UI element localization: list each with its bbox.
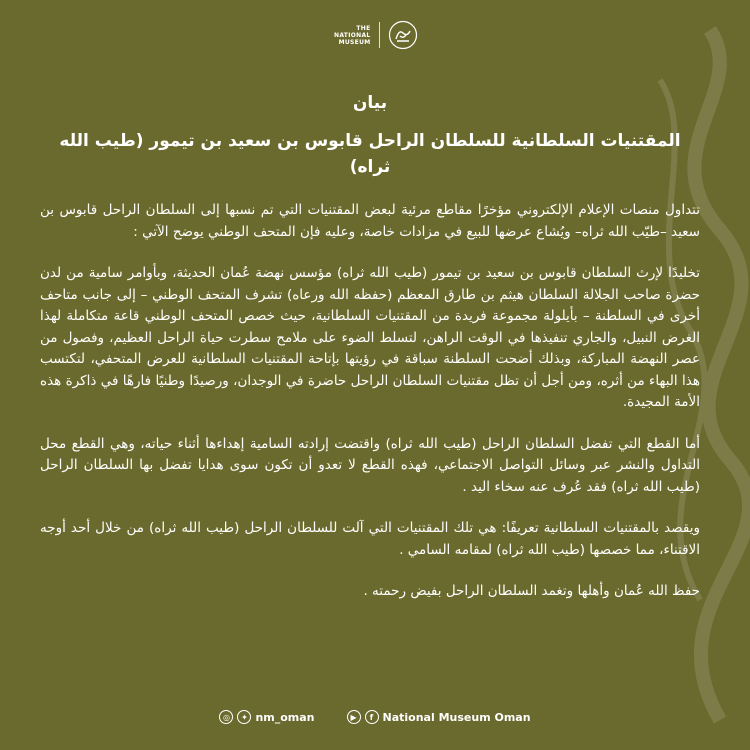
logo-line-3: MUSEUM <box>338 38 371 46</box>
logo-divider <box>379 22 380 48</box>
instagram-icon: ◎ <box>219 710 233 724</box>
paragraph-4: ويقصد بالمقتنيات السلطانية تعريفًا: هي تلك المقتنيات التي آلت للسلطان الراحل (طيب الله ثراه) من خلال أحد أوجه الاقتناء، مما خصصها (طيب الله ثراه) لمقامه السامي . <box>40 520 700 558</box>
youtube-icon: ▶ <box>347 710 361 724</box>
logo-line-2: NATIONAL <box>334 31 371 39</box>
museum-logo <box>334 20 418 50</box>
facebook-icon: f <box>365 710 379 724</box>
museum-name[interactable]: National Museum Oman <box>382 710 531 724</box>
statement-subheading: المقتنيات السلطانية للسلطان الراحل قابوس بن سعيد بن تيمور (طيب الله ثراه) <box>59 131 681 177</box>
closing-paragraph: حفظ الله عُمان وأهلها وتغمد السلطان الراحل بفيض رحمته . <box>363 583 700 599</box>
paragraph-1: تتداول منصات الإعلام الإلكتروني مؤخرًا مقاطع مرئية لبعض المقتنيات التي تم نسبها إلى السلطان الراحل قابوس بن سعيد –طيّب الله ثراه– ويُشاع عرضها للبيع في مزادات خاصة، وعليه فإن المتحف الوطني يوضح الآتي : <box>40 202 700 240</box>
statement-heading: بيان <box>352 93 388 113</box>
museum-social-group[interactable] <box>347 710 531 724</box>
footer <box>0 710 750 724</box>
paragraph-3: أما القطع التي تفضل السلطان الراحل (طيب الله ثراه) واقتضت إرادته السامية إهداءها أثناء حياته، وهي القطع محل التداول والنشر عبر وسائل التواصل الاجتماعي، فهذه القطع لا تعدو أن تكون سوى هدايا تفضل بها السلطان الراحل (طيب الله ثراه) فقد عُرف عنه سخاء اليد . <box>40 435 700 495</box>
statement-content <box>40 90 700 603</box>
logo-line-1: THE <box>356 24 371 32</box>
logo-text <box>334 25 371 46</box>
museum-emblem-icon <box>388 20 418 50</box>
social-handle-group[interactable] <box>219 710 314 724</box>
twitter-icon: ✦ <box>237 710 251 724</box>
social-handle[interactable]: nm_oman <box>255 710 315 724</box>
paragraph-2: تخليدًا لإرث السلطان قابوس بن سعيد بن تيمور (طيب الله ثراه) مؤسس نهضة عُمان الحديثة، وبأوامر سامية من لدن حضرة صاحب الجلالة السلطان هيثم بن طارق المعظم (حفظه الله ورعاه) تشرف المتحف الوطني – إلى جانب متاحف أخرى في السلطنة – بأيلولة مجموعة فريدة من المقتنيات السلطانية، حيث خصص المتحف الوطني قاعة متكاملة لهذا الغرض النبيل، والجاري تنفيذها في الوقت الراهن، لتسلط الضوء على ملامح سطرت حياة الراحل العظيم، وفصول من عصر النهضة المباركة، وبذلك أضحت السلطنة سباقة في رؤيتها بإتاحة المقتنيات السلطانية للعرض المتحفي، لتكتسب هذا البهاء من أثره، ومن أجل أن تظل مقتنيات السلطان الراحل حاضرة في الوجدان، ورصيدًا وطنيًا فارهًا في ذاكرة هذه الأمة المجيدة. <box>40 265 700 410</box>
